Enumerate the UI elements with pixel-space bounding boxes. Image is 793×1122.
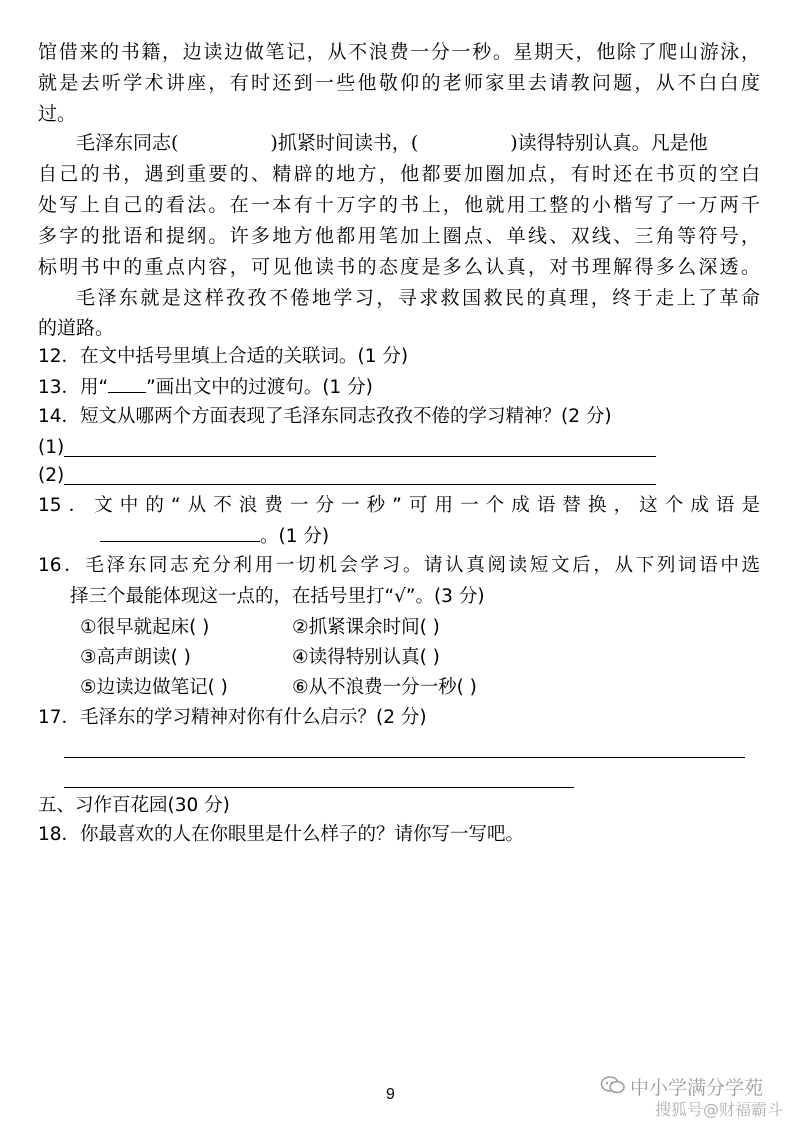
question-15: 15．文中的“从不浪费一分一秒”可用一个成语替换，这个成语是 bbox=[38, 495, 760, 516]
passage-fragment: 毛泽东同志( bbox=[76, 132, 179, 154]
section-five-title: 五、习作百花园(30 分) bbox=[38, 795, 230, 816]
passage-line: 处写上自己的看法。在一本有十万字的书上，他就用工整的小楷写了一万两千 bbox=[38, 194, 760, 216]
passage-line: 的道路。 bbox=[38, 317, 115, 339]
answer-line-2[interactable] bbox=[64, 484, 656, 485]
question-text: 。(1 分) bbox=[260, 526, 330, 547]
question-15-cont bbox=[38, 521, 760, 551]
watermark-source: 搜狐号@财福霸斗 bbox=[655, 1100, 784, 1119]
chat-bubble-icon bbox=[600, 1075, 626, 1095]
underline-sample bbox=[108, 372, 146, 393]
option-2[interactable]: ②抓紧课余时间( ) bbox=[292, 617, 440, 638]
option-5[interactable]: ⑤边读边做笔记( ) bbox=[80, 677, 228, 698]
passage-line-blanks bbox=[76, 128, 760, 158]
passage-line: 毛泽东就是这样孜孜不倦地学习，寻求救国救民的真理，终于走上了革命 bbox=[76, 287, 760, 309]
question-text: ”画出文中的过渡句。(1 分) bbox=[146, 377, 373, 398]
passage-fragment: )抓紧时间读书，( bbox=[270, 132, 419, 154]
passage-line: 自己的书，遇到重要的、精辟的地方，他都要加圈加点，有时还在书页的空白 bbox=[38, 163, 760, 185]
answer-line-4[interactable] bbox=[64, 787, 574, 788]
passage-fragment: )读得特别认真。凡是他 bbox=[510, 132, 708, 154]
option-4[interactable]: ④读得特别认真( ) bbox=[292, 647, 440, 668]
passage-line: 过。 bbox=[38, 103, 77, 125]
option-3[interactable]: ③高声朗读( ) bbox=[80, 647, 191, 668]
question-17: 17．毛泽东的学习精神对你有什么启示？(2 分) bbox=[38, 707, 427, 728]
question-16: 16．毛泽东同志充分利用一切机会学习。请认真阅读短文后，从下列词语中选 bbox=[38, 555, 760, 576]
question-18: 18．你最喜欢的人在你眼里是什么样子的？请你写一写吧。 bbox=[38, 824, 525, 845]
question-14: 14．短文从哪两个方面表现了毛泽东同志孜孜不倦的学习精神？(2 分) bbox=[38, 406, 612, 427]
answer-label-2: (2) bbox=[38, 465, 65, 486]
watermark-title: 中小学满分学苑 bbox=[630, 1077, 764, 1099]
passage-line: 标明书中的重点内容，可见他读书的态度是多么认真，对书理解得多么深透。 bbox=[38, 256, 760, 278]
question-12: 12．在文中括号里填上合适的关联词。(1 分) bbox=[38, 346, 409, 367]
passage-line: 馆借来的书籍，边读边做笔记，从不浪费一分一秒。星期天，他除了爬山游泳， bbox=[38, 41, 760, 63]
idiom-answer-blank[interactable] bbox=[100, 521, 260, 542]
answer-line-3[interactable] bbox=[64, 757, 745, 758]
option-6[interactable]: ⑥从不浪费一分一秒( ) bbox=[292, 677, 477, 698]
passage-line: 就是去听学术讲座，有时还到一些他敬仰的老师家里去请教问题，从不白白度 bbox=[38, 72, 760, 94]
answer-label-1: (1) bbox=[38, 437, 65, 458]
passage-line: 多字的批语和提纲。许多地方他都用笔加上圈点、单线、双线、三角等符号， bbox=[38, 225, 760, 247]
page-number: 9 bbox=[386, 1086, 395, 1103]
question-13 bbox=[38, 372, 760, 402]
option-1[interactable]: ①很早就起床( ) bbox=[80, 617, 210, 638]
question-16-cont: 择三个最能体现这一点的，在括号里打“√”。(3 分) bbox=[70, 586, 485, 607]
answer-line-1[interactable] bbox=[64, 456, 656, 457]
question-text: 13．用“ bbox=[38, 377, 109, 398]
